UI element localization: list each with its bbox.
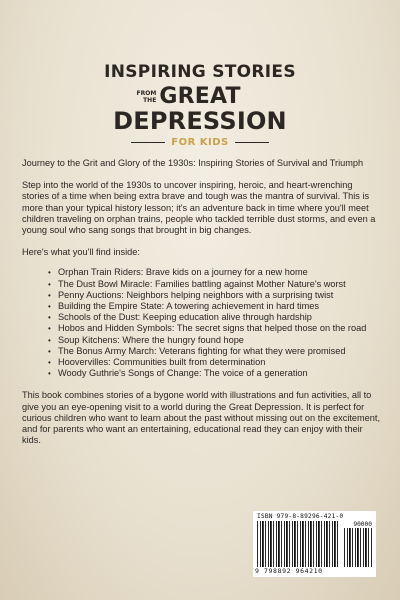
divider-right bbox=[235, 142, 269, 143]
feature-list bbox=[22, 267, 380, 379]
list-item: • Orphan Train Riders: Brave kids on a journey for a new home bbox=[48, 267, 380, 278]
list-item: • The Dust Bowl Miracle: Families battling against Mother Nature's worst bbox=[48, 279, 380, 290]
title-depression: DEPRESSION bbox=[113, 107, 287, 135]
title-the: THE bbox=[143, 96, 157, 104]
title-from-the bbox=[128, 90, 156, 104]
blurb-closing: This book combines stories of a bygone world with illustrations and fun activities, all to give you an eye-opening visit to a world during the Great Depression. It is perfect for curious children who want to learn about the past without missing out on the excitement, and for parents who want an entertaining, educational read they can enjoy with their kids. bbox=[22, 390, 381, 446]
list-item: • Schools of the Dust: Keeping education alive through hardship bbox=[48, 312, 380, 323]
title-great: GREAT bbox=[159, 84, 241, 109]
price-code: 90000 bbox=[353, 521, 372, 528]
list-item: • Soup Kitchens: Where the hungry found hope bbox=[48, 335, 380, 346]
blurb-intro: Step into the world of the 1930s to uncover inspiring, heroic, and heart-wrenching stories of a time when being extra brave and tough was the mantra of survival. This is more than your typical history lesson; it's an adventure back in time where you'll meet children traveling on orphan trains, people who tackled terrible dust storms, and even a young soul who sang songs that brought in big changes. bbox=[22, 180, 376, 236]
list-item: • Penny Auctions: Neighbors helping neighbors with a surprising twist bbox=[48, 290, 380, 301]
barcode-bars-icon bbox=[257, 521, 339, 567]
blurb bbox=[22, 158, 380, 446]
isbn-barcode bbox=[253, 511, 376, 577]
list-item: • Building the Empire State: A towering achievement in hard times bbox=[48, 301, 380, 312]
for-kids-row bbox=[0, 137, 400, 148]
list-item: • Hobos and Hidden Symbols: The secret signs that helped those on the road bbox=[48, 323, 380, 334]
divider-left bbox=[131, 142, 165, 143]
blurb-subtitle: Journey to the Grit and Glory of the 1930s: Inspiring Stories of Survival and Triumph bbox=[22, 158, 364, 168]
isbn-number: ISBN 979-8-89296-421-0 bbox=[257, 513, 344, 520]
barcode-digits: 9 798892 964210 bbox=[255, 567, 323, 575]
title-inspiring-stories: INSPIRING STORIES bbox=[104, 62, 296, 82]
for-kids-label: FOR KIDS bbox=[171, 137, 229, 148]
book-title bbox=[0, 62, 400, 148]
title-from: FROM bbox=[136, 89, 157, 97]
barcode-addon-bars-icon bbox=[344, 528, 372, 567]
list-heading: Here's what you'll find inside: bbox=[22, 247, 140, 258]
title-great-row bbox=[0, 84, 400, 109]
list-item: • Hoovervilles: Communities built from determination bbox=[48, 357, 380, 368]
list-item: • The Bonus Army March: Veterans fighting for what they were promised bbox=[48, 346, 380, 357]
list-item: • Woody Guthrie's Songs of Change: The voice of a generation bbox=[48, 368, 380, 379]
